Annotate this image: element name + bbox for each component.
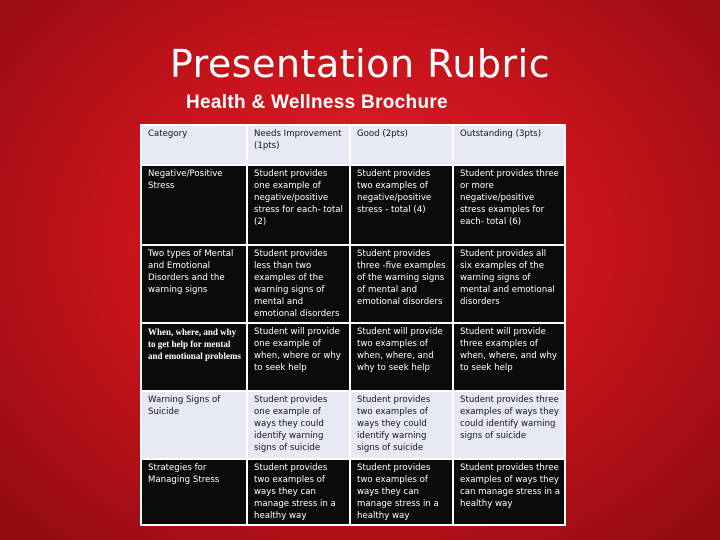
header-needs-improvement: Needs Improvement (1pts) xyxy=(247,125,350,165)
row-outstanding: Student provides three examples of ways they can manage stress in a healthy way xyxy=(453,459,565,525)
rubric-header-row xyxy=(141,125,565,165)
rubric-row xyxy=(141,165,565,245)
rubric-table xyxy=(140,124,566,526)
row-category: Warning Signs of Suicide xyxy=(141,391,247,459)
row-needs-improvement: Student provides one example of negative/positive stress for each- total (2) xyxy=(247,165,350,245)
rubric-row xyxy=(141,323,565,391)
header-outstanding: Outstanding (3pts) xyxy=(453,125,565,165)
row-outstanding: Student provides three examples of ways they could identify warning signs of suicide xyxy=(453,391,565,459)
row-category: Negative/Positive Stress xyxy=(141,165,247,245)
row-outstanding: Student provides all six examples of the warning signs of mental and emotional disorders xyxy=(453,245,565,323)
row-needs-improvement: Student provides less than two examples of the warning signs of mental and emotional disorders xyxy=(247,245,350,323)
row-good: Student provides three -five examples of the warning signs of mental and emotional disorders xyxy=(350,245,453,323)
row-good: Student provides two examples of ways they could identify warning signs of suicide xyxy=(350,391,453,459)
row-good: Student provides two examples of ways they can manage stress in a healthy way xyxy=(350,459,453,525)
rubric-row xyxy=(141,245,565,323)
row-category: Two types of Mental and Emotional Disorders and the warning signs xyxy=(141,245,247,323)
header-category: Category xyxy=(141,125,247,165)
row-good: Student provides two examples of negative/positive stress - total (4) xyxy=(350,165,453,245)
row-outstanding: Student will provide three examples of when, where, and why to seek help xyxy=(453,323,565,391)
rubric-row xyxy=(141,391,565,459)
row-needs-improvement: Student provides one example of ways they could identify warning signs of suicide xyxy=(247,391,350,459)
row-category: When, where, and why to get help for mental and emotional problems xyxy=(141,323,247,391)
row-good: Student will provide two examples of when, where, and why to seek help xyxy=(350,323,453,391)
page-subtitle: Health & Wellness Brochure xyxy=(186,92,448,113)
row-outstanding: Student provides three or more negative/positive stress examples for each- total (6) xyxy=(453,165,565,245)
header-good: Good (2pts) xyxy=(350,125,453,165)
row-needs-improvement: Student will provide one example of when, where or why to seek help xyxy=(247,323,350,391)
row-category: Strategies for Managing Stress xyxy=(141,459,247,525)
rubric-row xyxy=(141,459,565,525)
page-title: Presentation Rubric xyxy=(169,42,551,86)
row-needs-improvement: Student provides two examples of ways they can manage stress in a healthy way xyxy=(247,459,350,525)
